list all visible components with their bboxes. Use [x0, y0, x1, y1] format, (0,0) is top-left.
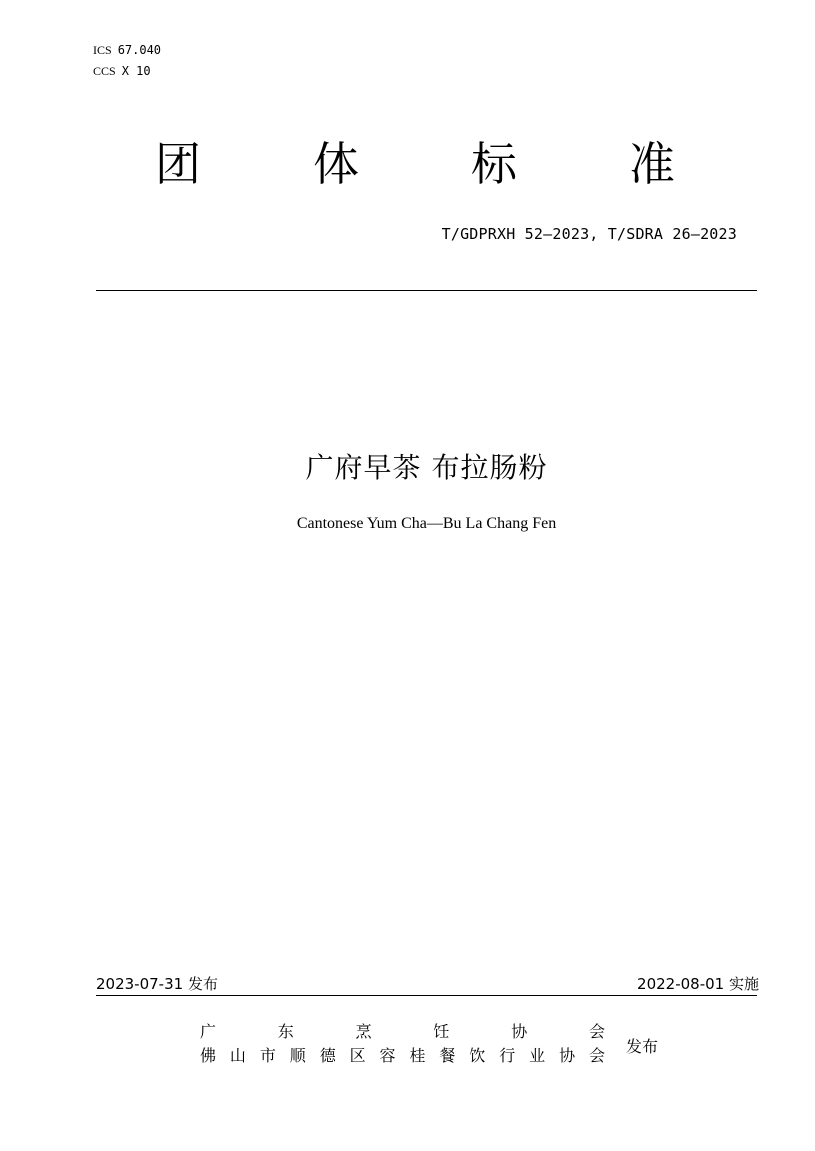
- org-char: 会: [588, 1046, 605, 1065]
- org-char: 区: [349, 1046, 366, 1065]
- title-char: 体: [313, 137, 359, 191]
- org-char: 容: [379, 1046, 396, 1065]
- publish-label: 发布: [626, 1037, 659, 1056]
- chinese-title: 广府早茶 布拉肠粉: [305, 451, 548, 484]
- org-char: 市: [259, 1046, 276, 1065]
- org-char: 东: [277, 1022, 294, 1041]
- standard-number: T/GDPRXH 52—2023, T/SDRA 26—2023: [441, 225, 737, 243]
- title-char: 标: [471, 137, 517, 191]
- ccs-label: CCS: [93, 64, 116, 78]
- org-char: 饮: [469, 1046, 486, 1065]
- ics-value: 67.040: [117, 43, 162, 57]
- org-char: 顺: [289, 1046, 306, 1065]
- title-char: 准: [629, 137, 675, 191]
- ics-line: [93, 40, 161, 61]
- top-divider: [96, 290, 757, 291]
- english-title: Cantonese Yum Cha—Bu La Chang Fen: [296, 515, 557, 532]
- org-char: 德: [319, 1046, 336, 1065]
- org-char: 桂: [409, 1046, 426, 1065]
- title-char: 团: [155, 137, 201, 191]
- org-char: 饪: [433, 1022, 450, 1041]
- org-char: 山: [229, 1046, 246, 1065]
- org-char: 协: [559, 1046, 576, 1065]
- publisher-org-2: [200, 1043, 605, 1066]
- document-type-title: [155, 128, 675, 194]
- org-char: 协: [511, 1022, 528, 1041]
- org-char: 广: [200, 1022, 217, 1041]
- bottom-divider: [96, 995, 757, 996]
- org-char: 佛: [200, 1046, 217, 1065]
- org-char: 餐: [439, 1046, 456, 1065]
- ics-label: ICS: [93, 43, 112, 57]
- issue-date: 2023-07-31 发布: [96, 975, 218, 993]
- implementation-date: 2022-08-01 实施: [637, 975, 759, 993]
- org-char: 行: [499, 1046, 516, 1065]
- ccs-line: [93, 61, 161, 82]
- classification-codes: [93, 40, 161, 82]
- org-char: 业: [529, 1046, 546, 1065]
- org-char: 会: [588, 1022, 605, 1041]
- publisher-org-1: [200, 1019, 605, 1042]
- org-char: 烹: [355, 1022, 372, 1041]
- ccs-value: X 10: [121, 64, 151, 78]
